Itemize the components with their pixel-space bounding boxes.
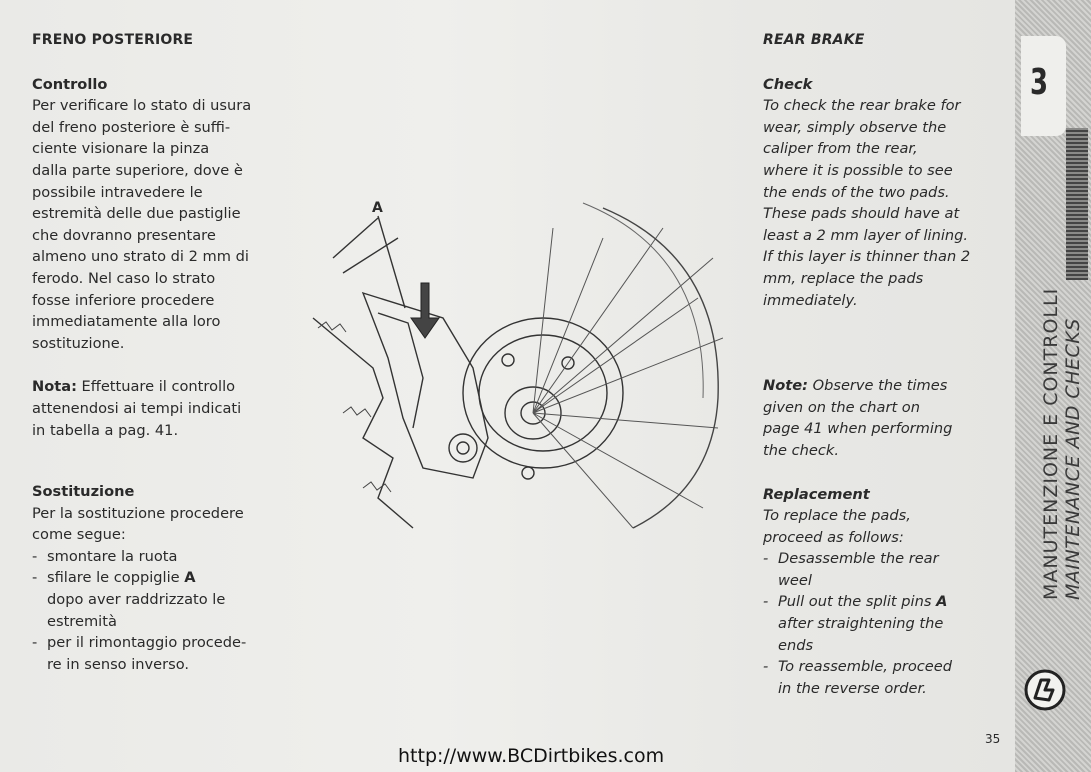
check-text-en	[763, 95, 1013, 311]
step-text: after straightening the	[778, 615, 944, 633]
note-text: Observe the times	[807, 377, 948, 395]
part-ref: A	[184, 569, 196, 587]
axle-nut	[449, 434, 477, 462]
chapter-title-en: MAINTENANCE AND CHECKS	[1062, 318, 1084, 600]
part-ref: A	[936, 593, 948, 611]
text-line: where it is possible to see	[763, 161, 953, 179]
text-line: page 41 when performing	[763, 420, 953, 438]
step-text: sfilare le coppiglie	[47, 569, 185, 587]
text-line: the check.	[763, 441, 839, 459]
text-line: If this layer is thinner than 2	[763, 248, 971, 266]
text-line: given on the chart on	[763, 398, 920, 416]
down-arrow-icon	[411, 283, 439, 338]
text-line: che dovranno presentare	[32, 226, 216, 244]
list-item	[32, 567, 294, 632]
text-line: fosse inferiore procedere	[32, 291, 215, 309]
list-item	[763, 548, 1013, 591]
text-line: sostituzione.	[32, 334, 125, 352]
chapter-number: 3	[1030, 62, 1049, 103]
check-heading-en: Check	[763, 75, 813, 93]
text-line: possibile intravedere le	[32, 183, 203, 201]
steps-list-en	[763, 548, 1013, 699]
list-item	[32, 632, 294, 675]
text-line: caliper from the rear,	[763, 140, 918, 158]
italian-column	[32, 30, 294, 675]
chapter-marker-bar	[1066, 128, 1088, 280]
list-item	[763, 656, 1013, 699]
note-it	[32, 376, 294, 441]
list-item	[32, 546, 294, 568]
check-text-it	[32, 95, 294, 354]
step-text: re in senso inverso.	[47, 655, 190, 673]
chapter-title-it: MANUTENZIONE E CONTROLLI	[1040, 287, 1062, 600]
swingarm-outline	[313, 318, 413, 528]
text-line: immediatamente alla loro	[32, 313, 221, 331]
text-line: dalla parte superiore, dove è	[32, 161, 243, 179]
text-line: To check the rear brake for	[763, 97, 961, 115]
text-line: ferodo. Nel caso lo strato	[32, 269, 216, 287]
steps-list-it	[32, 546, 294, 676]
text-line: Per la sostituzione procedere	[32, 504, 244, 522]
text-line: mm, replace the pads	[763, 269, 924, 287]
text-line: come segue:	[32, 526, 126, 544]
frame-lines	[333, 218, 398, 273]
page-number: 35	[985, 732, 1001, 746]
note-en	[763, 375, 1013, 461]
text-line: almeno uno strato di 2 mm di	[32, 248, 249, 266]
text-line	[32, 376, 294, 398]
check-heading-it: Controllo	[32, 75, 108, 93]
text-line: To replace the pads,	[763, 507, 911, 525]
text-line: These pads should have at	[763, 205, 960, 223]
step-text: Desassemble the rear	[778, 550, 939, 568]
step-text: Pull out the split pins	[778, 593, 937, 611]
text-line: in tabella a pag. 41.	[32, 421, 179, 439]
section-title-en: REAR BRAKE	[763, 32, 865, 48]
step-text: dopo aver raddrizzato le	[47, 591, 226, 609]
text-line: least a 2 mm layer of lining.	[763, 226, 969, 244]
source-url: http://www.BCDirtbikes.com	[398, 745, 665, 767]
english-column	[763, 30, 1013, 699]
text-line: attenendosi ai tempi indicati	[32, 399, 242, 417]
step-text: weel	[778, 571, 812, 589]
brand-logo-icon	[1023, 668, 1067, 712]
note-label-it: Nota:	[32, 378, 77, 396]
text-line: wear, simply observe the	[763, 118, 947, 136]
brake-disc	[463, 318, 623, 468]
text-line: del freno posteriore è suffi-	[32, 118, 231, 136]
step-text: To reassemble, proceed	[778, 658, 953, 676]
step-text: estremità	[47, 612, 117, 630]
step-text: per il rimontaggio procede-	[47, 634, 247, 652]
leader-line	[378, 216, 405, 308]
text-line	[763, 375, 1013, 397]
chapter-title-vertical	[1040, 288, 1084, 600]
text-line: immediately.	[763, 291, 858, 309]
list-item	[763, 591, 1013, 656]
replace-heading-en: Replacement	[763, 485, 870, 503]
step-text: in the reverse order.	[778, 679, 927, 697]
text-line: Per verificare lo stato di usura	[32, 97, 252, 115]
step-text: ends	[778, 636, 814, 654]
text-line: ciente visionare la pinza	[32, 140, 210, 158]
text-line: estremità delle due pastiglie	[32, 205, 241, 223]
figure-label: A	[372, 200, 383, 216]
note-text: Effettuare il controllo	[76, 378, 236, 396]
step-text: smontare la ruota	[47, 547, 178, 565]
text-line: the ends of the two pads.	[763, 183, 950, 201]
brake-caliper-illustration	[303, 198, 723, 533]
text-line: proceed as follows:	[763, 528, 904, 546]
replace-heading-it: Sostituzione	[32, 483, 135, 501]
section-title-it: FRENO POSTERIORE	[32, 32, 194, 48]
note-label-en: Note:	[763, 377, 808, 395]
